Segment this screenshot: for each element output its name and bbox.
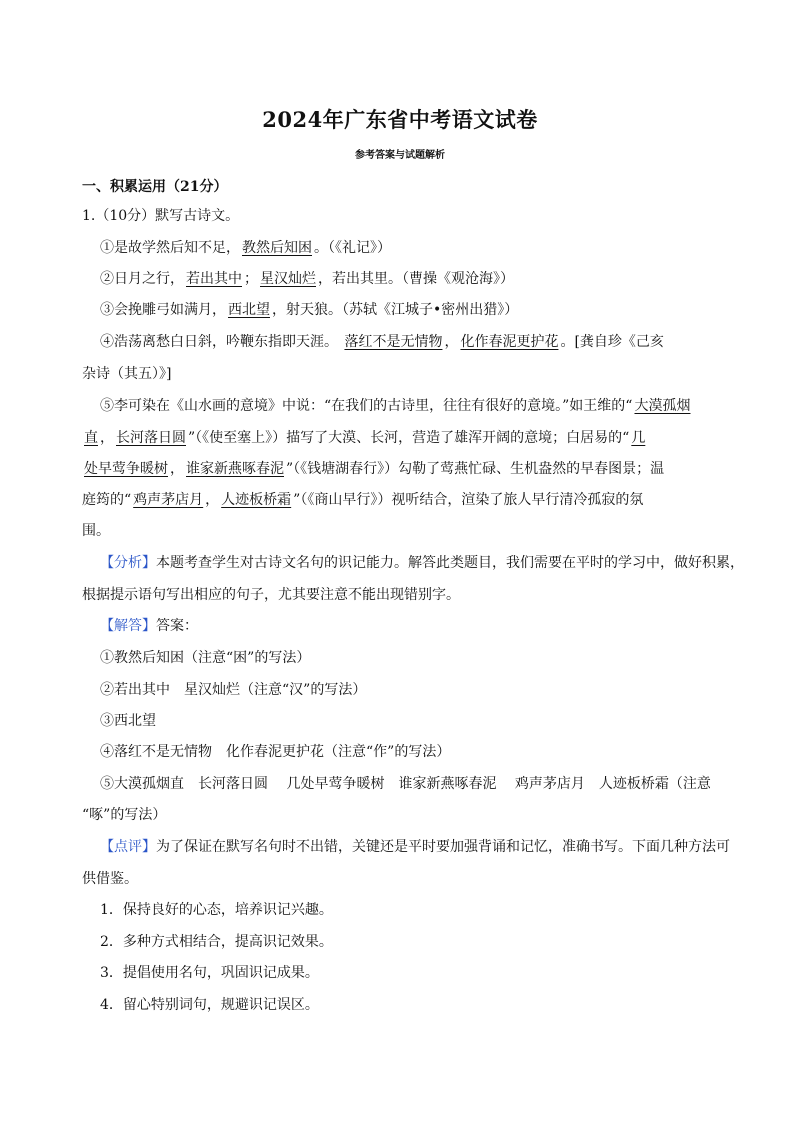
item-text: 。（《礼记》） bbox=[314, 240, 391, 256]
item-text: ④浩荡离愁白日斜，吟鞭东指即天涯。 bbox=[100, 334, 338, 350]
item-text: ”（《商山早行》）视听结合，渲染了旅人早行清冷孤寂的氛 bbox=[293, 492, 644, 508]
item-text: ； bbox=[244, 271, 258, 287]
analysis-line-2: 根据提示语句写出相应的句子，尤其要注意不能出现错别字。 bbox=[82, 587, 460, 603]
item-text: ， bbox=[444, 334, 459, 350]
answer-blank: 几 bbox=[631, 430, 646, 446]
answer-tag: 【解答】 bbox=[100, 618, 156, 634]
item-text: ②日月之行， bbox=[100, 271, 184, 287]
answer-5-line-1: ⑤大漠孤烟直 长河落日圆 几处早莺争暖树 谁家新燕啄春泥 鸡声茅店月 人迹板桥霜（注意 bbox=[100, 776, 711, 792]
item-5-line-4 bbox=[82, 490, 712, 510]
section-heading: 一、积累运用（21分） bbox=[82, 179, 228, 195]
item-text: 。[龚自珍《己亥 bbox=[560, 334, 664, 350]
item-3 bbox=[100, 300, 730, 320]
item-text: ”（《钱塘湖春行》）勾勒了莺燕忙碌、生机盎然的早春图景；温 bbox=[286, 461, 665, 477]
item-text: 庭筠的“ bbox=[82, 492, 132, 508]
comment-tag: 【点评】 bbox=[100, 839, 156, 855]
answer-3: ③西北望 bbox=[100, 713, 156, 729]
analysis-text: 本题考查学生对古诗文名句的识记能力。解答此类题目，我们需要在平时的学习中，做好积累， bbox=[156, 555, 744, 571]
answer-blank: 若出其中 bbox=[186, 271, 242, 287]
tip-item: 3．提倡使用名句，巩固识记成果。 bbox=[100, 965, 319, 981]
item-2 bbox=[100, 269, 730, 289]
answer-blank: 长河落日圆 bbox=[116, 430, 186, 446]
tip-item: 1．保持良好的心态，培养识记兴趣。 bbox=[100, 902, 333, 918]
analysis-line-1 bbox=[100, 553, 744, 573]
answer-blank: 谁家新燕啄春泥 bbox=[186, 461, 284, 477]
item-1 bbox=[100, 238, 730, 258]
tip-item: 2．多种方式相结合，提高识记效果。 bbox=[100, 934, 333, 950]
item-text: ，若出其里。（曹操《观沧海》） bbox=[318, 271, 514, 287]
answer-heading bbox=[100, 616, 730, 636]
item-4-cont: 杂诗（其五）》] bbox=[82, 366, 172, 382]
tip-item: 4．留心特别词句，规避识记误区。 bbox=[100, 997, 319, 1013]
answer-4: ④落红不是无情物 化作春泥更护花（注意“作”的写法） bbox=[100, 744, 451, 760]
answer-text: 答案： bbox=[156, 618, 198, 634]
answer-blank: 鸡声茅店月 bbox=[133, 492, 204, 508]
item-5-line-5: 围。 bbox=[82, 523, 110, 539]
answer-blank: 大漠孤烟 bbox=[634, 398, 691, 414]
comment-line-2: 供借鉴。 bbox=[82, 871, 138, 887]
item-text: ⑤李可染在《山水画的意境》中说：“在我们的古诗里，往往有很好的意境。”如王维的“ bbox=[100, 398, 633, 414]
document-subtitle: 参考答案与试题解析 bbox=[355, 150, 445, 161]
answer-blank: 直 bbox=[84, 430, 98, 446]
answer-blank: 西北望 bbox=[228, 302, 270, 318]
item-text: ③会挽雕弓如满月， bbox=[100, 302, 226, 318]
answer-blank: 教然后知困 bbox=[242, 240, 312, 256]
document-title: 2024年广东省中考语文试卷 bbox=[262, 107, 538, 132]
item-text: ”（《使至塞上》）描写了大漠、长河，营造了雄浑开阔的意境；白居易的“ bbox=[188, 430, 630, 446]
answer-blank: 落红不是无情物 bbox=[344, 334, 443, 350]
answer-blank: 人迹板桥霜 bbox=[221, 492, 292, 508]
item-5-line-2 bbox=[82, 428, 712, 448]
item-5-line-3 bbox=[82, 459, 712, 479]
item-5-line-1 bbox=[100, 396, 730, 416]
item-text: ， bbox=[100, 430, 114, 446]
comment-line-1 bbox=[100, 837, 730, 857]
analysis-tag: 【分析】 bbox=[100, 555, 156, 571]
answer-blank: 星汉灿烂 bbox=[260, 271, 316, 287]
item-text: ， bbox=[170, 461, 184, 477]
item-4 bbox=[100, 332, 730, 352]
question-stem: 1.（10分）默写古诗文。 bbox=[82, 208, 240, 224]
answer-blank: 处早莺争暖树 bbox=[84, 461, 168, 477]
item-text: ，射天狼。（苏轼《江城子•密州出猎》） bbox=[272, 302, 519, 318]
item-text: ①是故学然后知不足， bbox=[100, 240, 240, 256]
answer-5-line-2: “啄”的写法） bbox=[82, 807, 167, 823]
answer-2: ②若出其中 星汉灿烂（注意“汉”的写法） bbox=[100, 682, 367, 698]
comment-text: 为了保证在默写名句时不出错，关键还是平时要加强背诵和记忆，准确书写。下面几种方法可 bbox=[156, 839, 730, 855]
answer-blank: 化作春泥更护花 bbox=[460, 334, 559, 350]
item-text: ， bbox=[205, 492, 220, 508]
answer-1: ①教然后知困（注意“困”的写法） bbox=[100, 650, 311, 666]
